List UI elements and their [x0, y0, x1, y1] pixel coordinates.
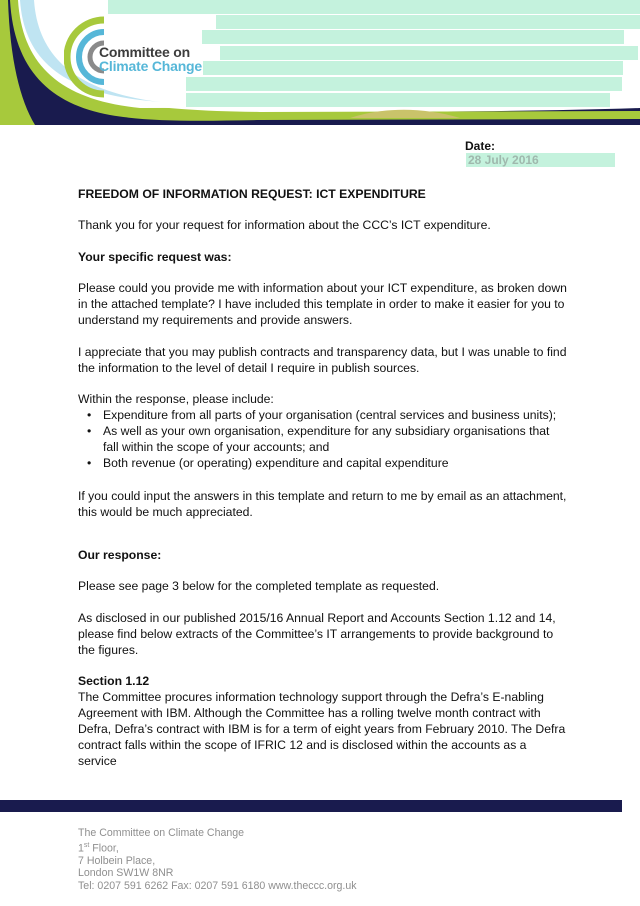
redaction-block [203, 61, 623, 75]
request-paragraph-1-block [78, 280, 568, 328]
intro-paragraph-block [78, 217, 568, 233]
footer-address-line-1: 7 Holbein Place, [78, 854, 156, 867]
date-label: Date: [465, 139, 496, 153]
date-value: 28 July 2016 [466, 153, 615, 167]
response-heading: Our response: [78, 548, 162, 562]
date-row [465, 139, 640, 167]
footer-contact: Tel: 0207 591 6262 Fax: 0207 591 6180 www.theccc.org.uk [78, 879, 357, 892]
response-paragraph-2: As disclosed in our published 2015/16 Annual Report and Accounts Section 1.12 and 14, please find below extracts of the Committee’s IT arrangements to provide background to the figures. [78, 611, 556, 657]
bullet-icon: • [87, 456, 92, 470]
request-paragraph-4: If you could input the answers in this template and return to me by email as an attachment, this would be much appreciated. [78, 489, 567, 519]
section-block [78, 673, 568, 769]
redaction-block [202, 30, 624, 44]
footer-floor-text: Floor, [89, 842, 119, 855]
request-heading-block [78, 249, 568, 265]
redaction-block [108, 0, 640, 14]
bullet-icon: • [87, 424, 92, 438]
logo-line-2: Climate Change [99, 58, 202, 74]
redaction-block [186, 93, 610, 107]
section-heading: Section 1.12 [78, 674, 150, 688]
list-item [78, 407, 568, 423]
response-paragraph-1-block [78, 578, 568, 594]
title [78, 186, 568, 202]
request-paragraph-4-block [78, 488, 568, 520]
footer-floor-suffix: st [83, 841, 90, 849]
footer-bar [0, 800, 622, 812]
section-text: The Committee procures information technology support through the Defra’s E-nabling Agreement with IBM. Although the Committee has a rolling twelve month contract with Defra, Defra’s contract with IBM is for a term of eight years from February 2010. The Defra contract falls within the scope of IFRIC 12 and is disclosed within the accounts as a service [78, 690, 566, 768]
response-paragraph-2-block [78, 610, 568, 658]
list-item-text: Expenditure from all parts of your organisation (central services and business units); [103, 408, 557, 422]
document-title: FREEDOM OF INFORMATION REQUEST: ICT EXPENDITURE [78, 187, 426, 201]
list-item-text: As well as your own organisation, expenditure for any subsidiary organisations that fall within the scope of your accounts; and [103, 424, 550, 454]
response-heading-block [78, 547, 568, 563]
footer-org: The Committee on Climate Change [78, 827, 245, 839]
footer-address-line-2: London SW1W 8NR [78, 867, 174, 880]
list-item-text: Both revenue (or operating) expenditure and capital expenditure [103, 456, 449, 470]
redaction-block [216, 15, 640, 29]
redaction-block [186, 77, 622, 91]
redaction-block [220, 46, 638, 60]
request-paragraph-1: Please could you provide me with information about your ICT expenditure, as broken down in the attached template? I have included this template in order to make it easier for you to understand my requirements and provide answers. [78, 281, 567, 327]
request-paragraph-2-block [78, 344, 568, 376]
request-heading: Your specific request was: [78, 250, 232, 264]
bullet-icon: • [87, 408, 92, 422]
intro-paragraph: Thank you for your request for information about the CCC’s ICT expenditure. [78, 218, 491, 232]
response-paragraph-1: Please see page 3 below for the completed template as requested. [78, 579, 440, 593]
footer-floor [78, 840, 357, 855]
request-paragraph-3: Within the response, please include: [78, 392, 274, 406]
request-list-block [78, 391, 568, 471]
request-paragraph-2: I appreciate that you may publish contracts and transparency data, but I was unable to find the information to the level of detail I require in publish sources. [78, 345, 567, 375]
footer-address [78, 827, 357, 893]
footer-floor-number: 1 [78, 842, 84, 855]
list-item [78, 423, 568, 455]
logo-line-1: Committee on [99, 44, 190, 60]
request-bullet-list [78, 407, 568, 471]
logo-text [99, 45, 202, 73]
list-item [78, 455, 568, 471]
